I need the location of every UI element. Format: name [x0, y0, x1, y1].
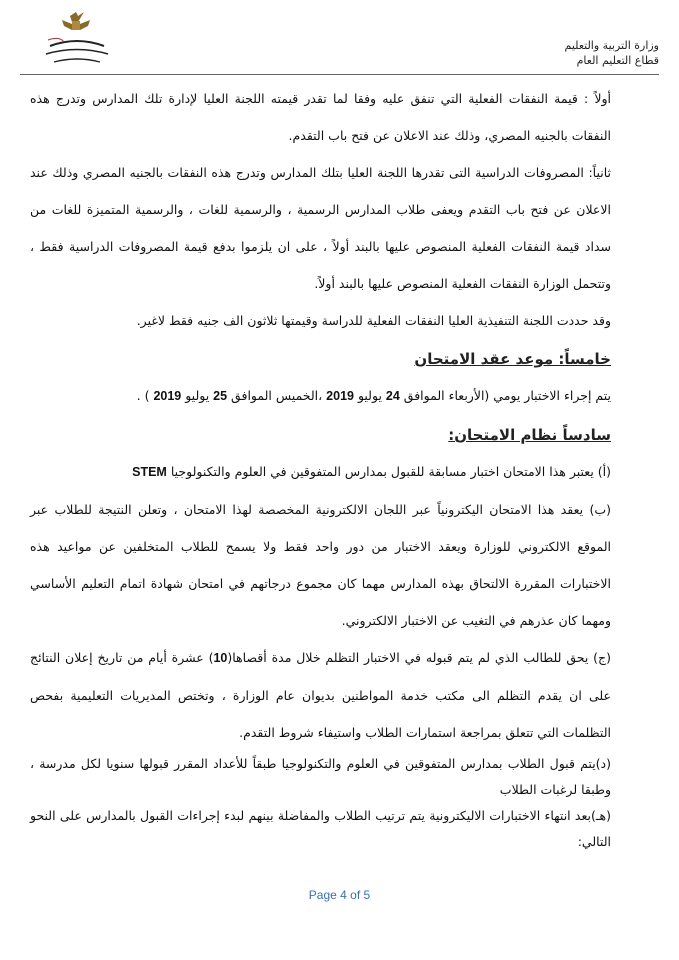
ministry-line-1: وزارة التربية والتعليم [564, 39, 659, 52]
section-five-title: خامساً: موعد عقد الامتحان [414, 350, 611, 368]
exam-date-text-e: ) . [136, 388, 154, 403]
header-divider [20, 74, 659, 75]
exam-date-text-c: ،الخميس الموافق [227, 388, 327, 403]
exam-date-text-a: يتم إجراء الاختبار يومي (الأربعاء الموافق [399, 388, 611, 403]
item-b: (ب) يعقد هذا الامتحان اليكترونياً عبر اللجان الالكترونية المخصصة لهذا الامتحان ، وتعلن النتيجة للطلاب عبر الموقع الالكتروني للوزارة ويعقد الاختبار من دور واحد فقط ولا يسمح للطلاب المتخلفين عن مواعيد هذه الاختبارات المقررة الالتحاق بهذه المدارس مهما كان مجموع درجاتهم في امتحان شهادة اتمام التعليم الأساسي ومهما كان عذرهم في التغيب عن الاختبار الالكتروني. [30, 502, 611, 628]
ministry-name [565, 38, 659, 68]
stem-label: STEM [132, 465, 167, 479]
item-d: (د)يتم قبول الطلاب بمدارس المتفوقين في العلوم والتكنولوجيا طبقاً للأعداد المقرر قبولها سنويا لكل مدرسة ، وطبقا لرغبات الطلاب [30, 756, 611, 797]
ministry-logo [32, 12, 122, 70]
page-header [20, 12, 659, 74]
document-body [30, 80, 611, 855]
paragraph-second: ثانياً: المصروفات الدراسية التى تقدرها اللجنة العليا بتلك المدارس وتدرج هذه النفقات بالجنيه المصري وذلك عند الاعلان عن فتح باب التقدم ويعفى طلاب المدارس الرسمية ، والرسمية للغات ، والرسمية المتميزة للغات من سداد قيمة النفقات الفعلية المنصوص عليها بالبند أولاً ، على ان يلزموا بدفع قيمة المصروفات الدراسية فقط ، وتتحمل الوزارة النفقات الفعلية المنصوص عليها بالبند أولاً. [30, 165, 611, 291]
exam-day-1: 24 [385, 389, 400, 403]
item-c [30, 639, 611, 751]
exam-day-2: 25 [213, 389, 228, 403]
item-e: (هـ)بعد انتهاء الاختبارات الاليكترونية يتم ترتيب الطلاب والمفاضلة بينهم لبدء إجراءات القبول بالمدارس على النحو التالي: [30, 808, 611, 849]
item-a [30, 453, 611, 491]
item-a-text: (أ) يعتبر هذا الامتحان اختبار مسابقة للقبول بمدارس المتفوقين في العلوم والتكنولوجيا [166, 464, 611, 479]
paragraph-first: أولاً : قيمة النفقات الفعلية التي تنفق عليه وفقا لما تقدر قيمته اللجنة العليا لإدارة تلك المدارس وتدرج هذه النفقات بالجنيه المصري، وذلك عند الاعلان عن فتح باب التقدم. [30, 91, 611, 143]
exam-year-2: 2019 [153, 389, 182, 403]
item-c-text-post: ) عشرة أيام من تاريخ إعلان النتائج على ان يقدم التظلم الى مكتب خدمة المواطنين بديوان عام الوزارة ، وتختص المديريات التعليمية بفحص التظلمات التي تتعلق بمراجعة استمارات الطلاب واستيفاء شروط التقدم. [30, 650, 611, 740]
page-number: Page 4 of 5 [308, 888, 371, 902]
exam-date-line [30, 377, 611, 415]
eagle-emblem-icon [32, 12, 122, 70]
ministry-line-2: قطاع التعليم العام [576, 54, 659, 67]
exam-date-text-b: يوليو [353, 388, 386, 403]
exam-date-text-d: يوليو [181, 388, 214, 403]
section-six-title: سادساً نظام الامتحان: [448, 426, 611, 444]
item-c-days: 10 [213, 651, 228, 665]
item-c-text-pre: (ج) يحق للطالب الذي لم يتم قبوله في الاختبار التظلم خلال مدة أقصاها( [227, 650, 612, 665]
exam-year-1: 2019 [326, 389, 354, 403]
paragraph-third: وقد حددت اللجنة التنفيذية العليا النفقات الفعلية للدراسة وقيمتها ثلاثون الف جنيه فقط لاغير. [136, 313, 611, 328]
